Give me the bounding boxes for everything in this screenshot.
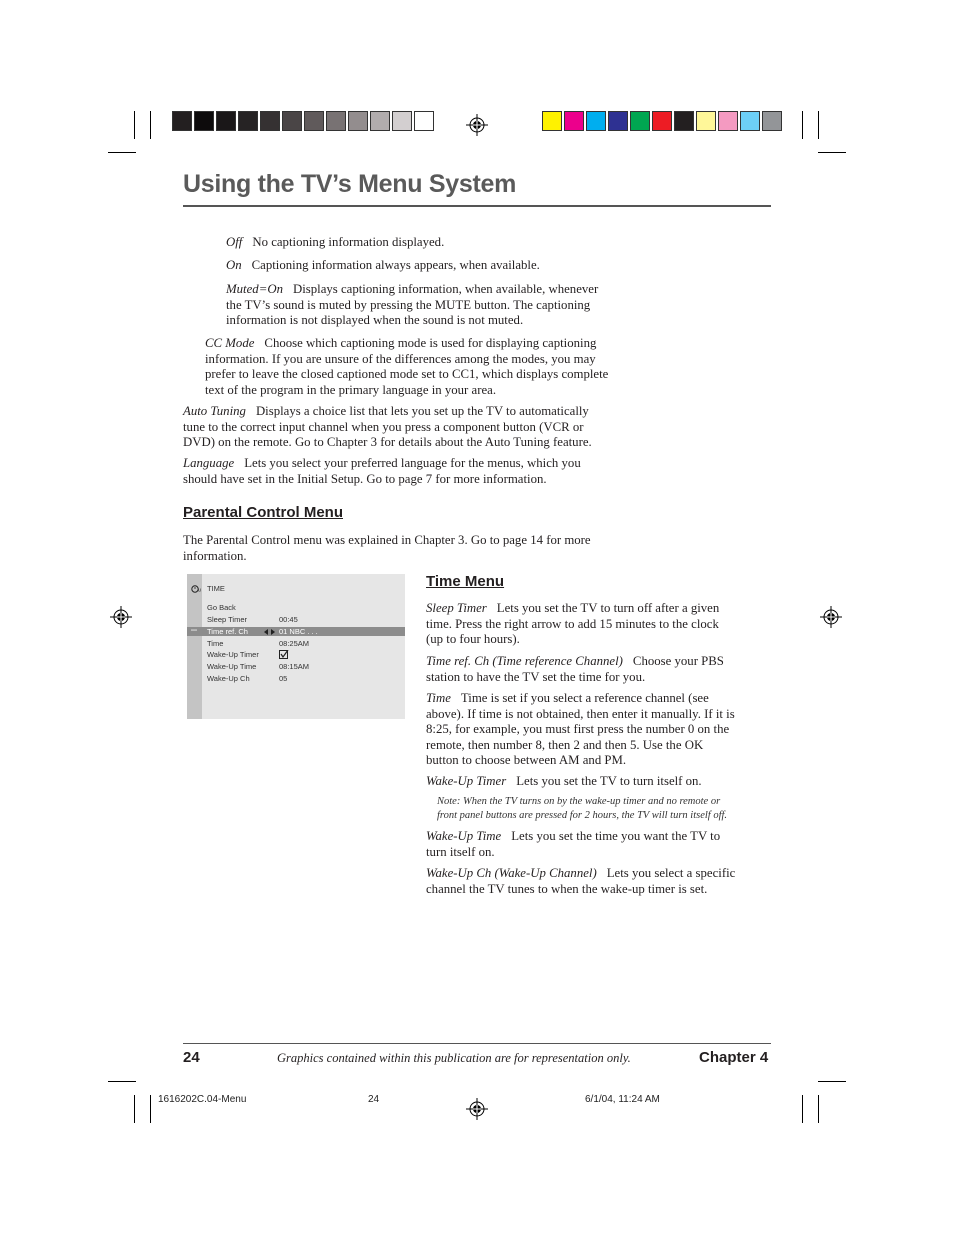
term: Time <box>426 691 451 705</box>
header-rule <box>183 205 771 207</box>
description-line: information is not displayed when the sound is not muted. <box>226 313 524 328</box>
crop-mark <box>802 1095 803 1123</box>
menu-item-label: Wake-Up Ch <box>207 674 250 683</box>
description-line: prefer to leave the closed captioned mode set to CC1, which displays complete <box>205 367 609 382</box>
description-line: Displays captioning information, when available, whenever <box>292 282 599 296</box>
description-line: Lets you set the time you want the TV to <box>511 829 721 843</box>
term: Auto Tuning <box>183 404 246 418</box>
term: On <box>226 258 242 272</box>
term: Wake-Up Timer <box>426 774 507 788</box>
sleep-timer <box>426 601 771 648</box>
registration-mark-icon <box>820 606 842 628</box>
description-line: Choose which captioning mode is used for displaying captioning <box>264 336 597 350</box>
selection-marker: ▬ <box>191 627 197 633</box>
auto-tuning <box>183 404 653 451</box>
menu-sidebar <box>187 574 202 719</box>
wake-up-note <box>437 795 771 823</box>
option-off <box>226 235 646 251</box>
description-line: tune to the correct input channel when you press a component button (VCR or <box>183 419 584 434</box>
description: No captioning information displayed. <box>252 235 445 249</box>
crop-mark <box>818 111 819 139</box>
tv-time-menu-screenshot <box>187 574 405 719</box>
term: Time ref. Ch (Time reference Channel) <box>426 654 623 668</box>
registration-mark-icon <box>466 1098 488 1120</box>
page-number: 24 <box>183 1049 200 1066</box>
color-swatch <box>718 111 738 131</box>
menu-title: TIME <box>207 584 225 593</box>
crop-mark <box>818 152 846 153</box>
crop-mark <box>150 111 151 139</box>
cc-mode <box>205 336 655 398</box>
crop-mark <box>108 1081 136 1082</box>
gray-swatch <box>260 111 280 131</box>
description-line: channel the TV tunes to when the wake-up timer is set. <box>426 881 708 896</box>
description-line: Displays a choice list that lets you set up the TV to automatically <box>255 404 589 418</box>
menu-item-value: 08:25AM <box>279 639 310 648</box>
color-swatch <box>740 111 760 131</box>
footer-rule <box>183 1043 771 1044</box>
gray-swatch <box>392 111 412 131</box>
note-line: Note: When the TV turns on by the wake-up timer and no remote or <box>437 796 721 807</box>
description-line: turn itself on. <box>426 844 495 859</box>
registration-mark-icon <box>110 606 132 628</box>
crop-mark <box>134 1095 135 1123</box>
language <box>183 456 653 487</box>
gray-swatch <box>216 111 236 131</box>
description-line: should have set in the Initial Setup. Go to page 7 for more information. <box>183 471 547 486</box>
color-swatch <box>696 111 716 131</box>
left-right-arrows-icon <box>264 629 275 635</box>
time <box>426 691 771 769</box>
description-line: information. If you are unsure of the differences among the modes, you may <box>205 351 596 366</box>
description-line: above). If time is not obtained, then enter it manually. If it is <box>426 706 735 721</box>
gray-swatch <box>194 111 214 131</box>
registration-mark-icon <box>466 114 488 136</box>
color-swatch <box>652 111 672 131</box>
menu-item-label: Wake-Up Time <box>207 662 257 671</box>
color-swatch <box>586 111 606 131</box>
wake-up-timer <box>426 774 771 790</box>
note-line: front panel buttons are pressed for 2 hours, the TV will turn itself off. <box>437 810 728 821</box>
term: Sleep Timer <box>426 601 487 615</box>
svg-text:u: u <box>198 587 201 593</box>
description-line: remote, then number 8, then 2 and then 5. Use the OK <box>426 737 704 752</box>
color-swatch <box>564 111 584 131</box>
description-line: time. Press the right arrow to add 15 minutes to the clock <box>426 616 719 631</box>
gray-swatch <box>304 111 324 131</box>
term: CC Mode <box>205 336 255 350</box>
menu-item-label: Wake-Up Timer <box>207 650 259 659</box>
color-swatch <box>608 111 628 131</box>
description-line: the TV’s sound is muted by pressing the MUTE button. The captioning <box>226 297 591 312</box>
gray-swatch <box>172 111 192 131</box>
description-line: 8:25, for example, you must first press the number 0 on the <box>426 722 730 737</box>
crop-mark <box>818 1081 846 1082</box>
description-line: (up to four hours). <box>426 632 520 647</box>
gray-swatch <box>370 111 390 131</box>
menu-item-label: Time ref. Ch <box>207 627 248 636</box>
page-title: Using the TV’s Menu System <box>183 170 517 198</box>
menu-item-value: 01 NBC . . . <box>279 627 318 636</box>
crop-mark <box>108 152 136 153</box>
slug-page: 24 <box>368 1094 380 1105</box>
clock-icon <box>191 585 202 593</box>
color-swatch <box>542 111 562 131</box>
slug-file: 1616202C.04-Menu <box>158 1094 247 1105</box>
gray-swatch <box>414 111 434 131</box>
description-line: text of the program in the primary language in your area. <box>205 382 497 397</box>
description-line: station to have the TV set the time for you. <box>426 669 646 684</box>
gray-swatch <box>326 111 346 131</box>
crop-mark <box>134 111 135 139</box>
description: Captioning information always appears, when available. <box>251 258 540 272</box>
term: Off <box>226 235 243 249</box>
term: Wake-Up Ch (Wake-Up Channel) <box>426 866 597 880</box>
gray-swatch <box>348 111 368 131</box>
description-line: Choose your PBS <box>632 654 724 668</box>
description-line: Lets you set the TV to turn off after a given <box>496 601 720 615</box>
menu-item-label: Sleep Timer <box>207 615 248 624</box>
menu-item-value: 08:15AM <box>279 662 310 671</box>
gray-swatch <box>282 111 302 131</box>
description-line: The Parental Control menu was explained in Chapter 3. Go to page 14 for more <box>183 533 591 547</box>
crop-mark <box>150 1095 151 1123</box>
menu-item-value: 00:45 <box>279 615 298 624</box>
option-muted-on <box>226 282 656 329</box>
wake-up-ch <box>426 866 771 897</box>
disclaimer: Graphics contained within this publication are for representation only. <box>277 1051 631 1065</box>
color-swatch <box>630 111 650 131</box>
checkbox-checked-icon <box>279 650 289 660</box>
crop-mark <box>802 111 803 139</box>
description-line: Lets you select a specific <box>606 866 736 880</box>
description-line: Time is set if you select a reference channel (see <box>460 691 709 705</box>
description-line: Lets you set the TV to turn itself on. <box>516 774 702 788</box>
description-line: Lets you select your preferred language for the menus, which you <box>244 456 581 470</box>
term: Language <box>183 456 235 470</box>
slug-date: 6/1/04, 11:24 AM <box>585 1094 660 1105</box>
time-menu-heading: Time Menu <box>426 573 505 590</box>
crop-mark <box>818 1095 819 1123</box>
color-swatch <box>762 111 782 131</box>
term: Muted=On <box>226 282 283 296</box>
description-line: button to choose between AM and PM. <box>426 753 627 768</box>
menu-item-value: 05 <box>279 674 288 683</box>
description-line: DVD) on the remote. Go to Chapter 3 for details about the Auto Tuning feature. <box>183 435 592 450</box>
parental-heading: Parental Control Menu <box>183 504 344 521</box>
gray-swatch <box>238 111 258 131</box>
option-on <box>226 258 646 274</box>
color-swatch <box>674 111 694 131</box>
parental-text <box>183 533 653 564</box>
time-ref-ch <box>426 654 771 685</box>
menu-item-label: Go Back <box>207 603 236 612</box>
description-line: information. <box>183 548 247 563</box>
menu-item-label: Time <box>207 639 224 648</box>
chapter-label: Chapter 4 <box>699 1049 769 1066</box>
term: Wake-Up Time <box>426 829 502 843</box>
wake-up-time <box>426 829 771 860</box>
